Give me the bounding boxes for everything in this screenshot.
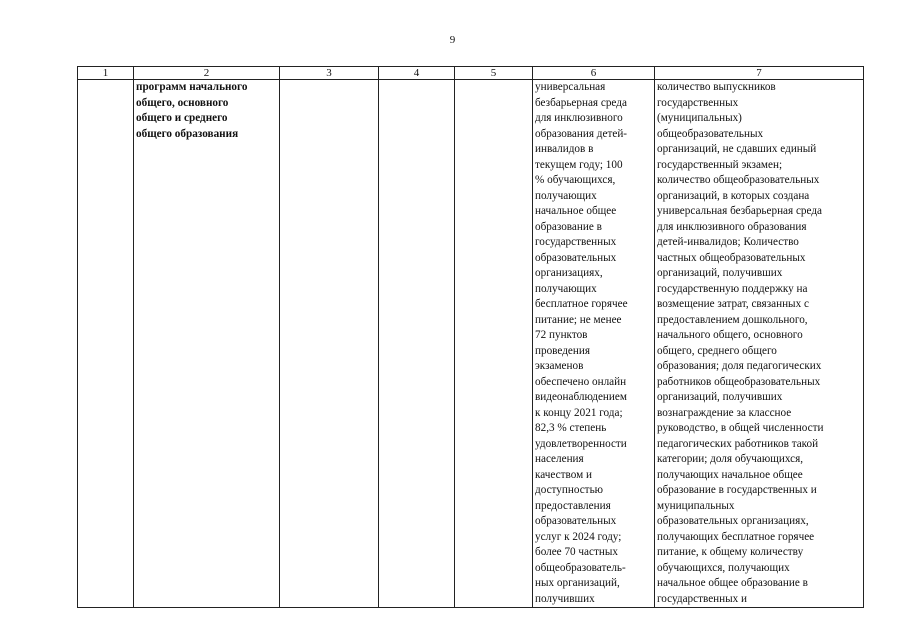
table-header-row	[78, 67, 864, 80]
column-header-1: 1	[78, 67, 134, 80]
column-header-5: 5	[455, 67, 533, 80]
cell-col3	[280, 80, 379, 608]
column-header-3: 3	[280, 67, 379, 80]
column-header-6: 6	[533, 67, 655, 80]
cell-col6-results: универсальная безбарьерная среда для инклюзивного образования детей- инвалидов в текущем году; 100 % обучающихся, получающих начальное общее образование в государственных образовательных организациях, получающих бесплатное горячее питание; не менее 72 пунктов проведения экзаменов обеспечено онлайн видеонаблюдением к концу 2021 года; 82,3 % степень удовлетворенности населения качеством и доступностью предоставления образовательных услуг к 2024 году; более 70 частных общеобразователь- ных организаций, получивших	[533, 80, 655, 608]
page-number: 9	[449, 34, 456, 46]
cell-col2-program-name: программ начального общего, основного общего и среднего общего образования	[134, 80, 280, 608]
cell-col4	[379, 80, 455, 608]
column-header-7: 7	[655, 67, 864, 80]
cell-col5	[455, 80, 533, 608]
table-row	[78, 80, 864, 608]
document-table	[77, 66, 864, 608]
column-header-4: 4	[379, 67, 455, 80]
column-header-2: 2	[134, 67, 280, 80]
cell-col1	[78, 80, 134, 608]
cell-col7-indicators: количество выпускников государственных (муниципальных) общеобразовательных организаций, не сдавших единый государственный экзамен; количество общеобразовательных организаций, в которых создана универсальная безбарьерная среда для инклюзивного образования детей-инвалидов; Количество частных общеобразовательных организаций, получивших государственную поддержку на возмещение затрат, связанных с предоставлением дошкольного, начального общего, основного общего, среднего общего образования; доля педагогических работников общеобразовательных организаций, получивших вознаграждение за классное руководство, в общей численности педагогических работников такой категории; доля обучающихся, получающих начальное общее образование в государственных и муниципальных образовательных организациях, получающих бесплатное горячее питание, к общему количеству обучающихся, получающих начальное общее образование в государственных и	[655, 80, 864, 608]
